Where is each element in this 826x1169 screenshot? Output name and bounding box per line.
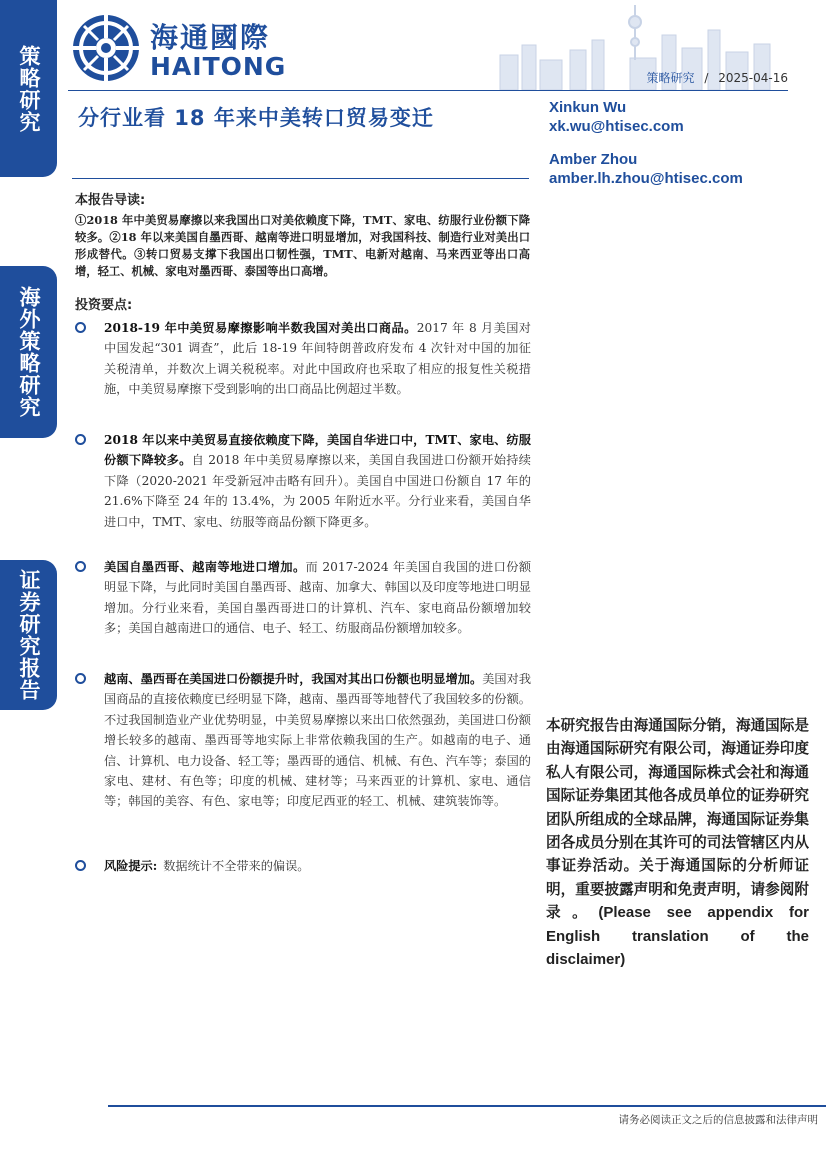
report-meta (647, 69, 788, 86)
point-bold: 美国自墨西哥、越南等地进口增加。 (104, 560, 306, 574)
title-divider (72, 178, 529, 179)
point-text: 美国对我国商品的直接依赖度已经明显下降，越南、墨西哥等地替代了我国较多的份额。不过我国制造业产业优势明显，中美贸易摩擦以来出口依然强劲，美国进口份额增长较多的越南、墨西哥等地实际上非常依赖我国的生产。如越南的电子、通信、计算机、电力设备、轻工等；墨西哥的通信、机械、有色、汽车等；泰国的家电、建材、有色等；印度的机械、建材等；马来西亚的计算机、家电、通信等；韩国的美容、有色、家电等；印度尼西亚的轻工、机械、建筑装饰等。 (104, 672, 532, 809)
point-text: 而 2017-2024 年美国自我国的进口份额明显下降，与此同时美国自墨西哥、越南、加拿大、韩国以及印度等地进口明显增加。分行业来看，美国自墨西哥进口的计算机、汽车、家电商品份额增加较多；美国自越南进口的通信、电子、轻工、纺服商品份额增加较多。 (104, 560, 532, 636)
report-date: 2025-04-16 (718, 71, 788, 85)
sidebar-tab-securities-report: 证券研究报告 (0, 560, 57, 710)
list-item (75, 318, 531, 400)
disclaimer-cn: 本研究报告由海通国际分销，海通国际是由海通国际研究有限公司，海通证券印度私人有限公司，海通国际株式会社和海通国际证券集团其他各成员单位的证券研究团队所组成的全球品牌，海通国际证券集团各成员分别在其许可的司法管辖区内从事证券活动。关于海通国际的分析师证明，重要披露声明和免责声明，请参阅附录。 (546, 717, 809, 922)
author-email[interactable]: amber.lh.zhou@htisec.com (549, 170, 743, 187)
author (549, 150, 743, 188)
point-bold: 风险提示: (104, 859, 158, 873)
header-divider (68, 90, 788, 91)
bullet-icon (75, 434, 86, 445)
bullet-icon (75, 673, 86, 684)
bullet-icon (75, 322, 86, 333)
guide-text: ①2018 年中美贸易摩擦以来我国出口对美依赖度下降，TMT、家电、纺服行业份额下降较多。②18 年以来美国自墨西哥、越南等进口明显增加，对我国科技、制造行业对美出口形成替代。③转口贸易支撑下我国出口韧性强，TMT、电新对越南、马来西亚等出口高增，轻工、机械、家电对墨西哥、泰国等出口高增。 (75, 213, 530, 278)
point-bold: 越南、墨西哥在美国进口份额提升时，我国对其出口份额也明显增加。 (104, 672, 483, 686)
list-item (75, 669, 531, 812)
list-item (75, 557, 531, 639)
brand-name-cn: 海通國際 (150, 21, 271, 54)
footer-divider (108, 1105, 826, 1107)
bullet-icon (75, 860, 86, 871)
list-item (75, 430, 531, 532)
brand-name-en: HAITONG (150, 52, 287, 81)
meta-separator: / (704, 71, 709, 85)
author-email[interactable]: xk.wu@htisec.com (549, 118, 684, 135)
point-text: 2017 年 8 月美国对中国发起“301 调查”，此后 18-19 年间特朗普政府发布 4 次针对中国的加征关税清单，并数次上调关税税率。对此中国政府也采取了相应的报复性关税措施，中美贸易摩擦下受到影响的出口商品比例超过半数。 (104, 321, 531, 397)
author-name: Xinkun Wu (549, 99, 627, 116)
haitong-emblem-icon (70, 12, 142, 84)
footer-notice: 请务必阅读正文之后的信息披露和法律声明 (618, 1114, 818, 1126)
points-heading: 投资要点: (75, 298, 133, 313)
author (549, 98, 743, 136)
disclaimer-en: (Please see appendix for English translation of the disclaimer) (546, 904, 809, 969)
haitong-logo (70, 12, 310, 82)
guide-heading: 本报告导读: (75, 193, 146, 208)
disclaimer (546, 714, 809, 971)
sidebar-tab-strategy: 策略研究 (0, 0, 57, 177)
point-bold: 2018-19 年中美贸易摩擦影响半数我国对美出口商品。 (104, 321, 417, 335)
report-category: 策略研究 (646, 71, 695, 85)
list-item (75, 856, 531, 876)
sidebar-tab-overseas-strategy: 海外策略研究 (0, 266, 57, 438)
authors-block (549, 98, 743, 202)
author-name: Amber Zhou (549, 151, 638, 168)
point-text: 自 2018 年中美贸易摩擦以来，美国自我国进口份额开始持续下降（2020-2021 年受新冠冲击略有回升）。美国自中国进口份额自 17 年的 21.6%下降至 24 年的 13.4%，为 2005 年附近水平。分行业来看，美国自华进口中，TMT、家电、纺服等商品份额下降更多。 (104, 453, 531, 529)
point-bold: 2018 年以来中美贸易直接依赖度下降，美国自华进口中，TMT、家电、纺服份额下降较多。 (104, 433, 531, 468)
point-text: 数据统计不全带来的偏误。 (163, 859, 310, 873)
bullet-icon (75, 561, 86, 572)
report-title: 分行业看 18 年来中美转口贸易变迁 (78, 106, 434, 130)
